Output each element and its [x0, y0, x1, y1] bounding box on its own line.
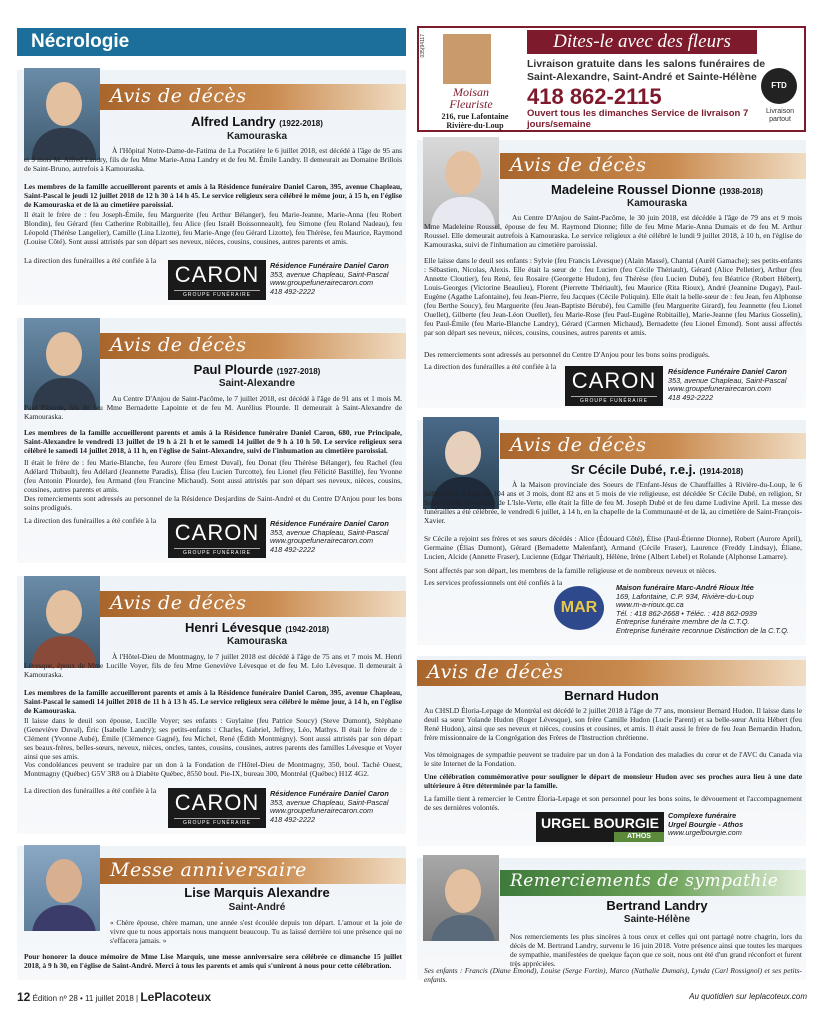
- deceased-place: Kamouraska: [226, 131, 288, 142]
- notice-text: Nos remerciements les plus sincères à tous ceux et celles qui ont partagé notre chagrin, lors du décès de M. Bertrand Landry, survenu le 16 juin 2018. Votre présence ainsi que toutes les marques de sympathie, manifestées de quelque façon que ce soit, nous ont été d'un grand réconfort et furent très appréciées.: [510, 932, 802, 968]
- deceased-name: Henri Lévesque (1942-2018): [184, 620, 330, 635]
- fleuriste-address: 216, rue Lafontaine Rivière-du-Loup: [441, 112, 509, 130]
- notice-text: Elle laisse dans le deuil ses enfants : Sylvie (feu Francis Lévesque) (Alain Massé), Chantal (Aurèl Gamache); ses petits-enfants : Sébastien, Nicolas, Alexis. Elle était la sœur de : feu Lucien (feu Cécile Thériault), Gérard (Alice Pelletier), Arthur (feu Annette Cloutier), feu René, feu Rosaire (Georgette Hudon), feu Thérèse (feu Lucien Dubé), feu Béatrice (Robert Hébert), Louis-Georges (Victorine Beaulieu), Florent (Pierrette Thériault), feu Maurice (Rita Rioux), André (Jeannine Dugay), Paul-Eugène (Agathe Lafontaine), feu Jean-Pierre, feu Jacques (Cécile Poliquin). Elle était la belle-sœur de : feu Jean, feu Alphonse (feu Berthe Soucy), feu Marguerite (feu Jean-Baptiste Bérubé), feu Camille (feu Marguerite Girard), feu Jeannette (feu Lionel Ouellet), Gilberte (feu Jean-Léon Ouellet), feu Marie-Rose (feu Paul-Eugène Robitaille), Marie-Jeanne (feu Marius Gosselin), feu Paul-Émile (feu Marie-Blanche Landry), Gérard (Carmen Michaud), Bernadette (feu Lionel Émond). Sont aussi affectés par son départ ses neveux, nièces, cousins, cousines, autres parents et amis.: [424, 256, 802, 337]
- notice-text: Sont affectés par son départ, les membres de la famille religieuse et de nombreux neveux et nièces.: [424, 566, 717, 575]
- funeral-home-info: Résidence Funéraire Daniel Caron 353, avenue Chapleau, Saint-Pascal www.groupefunerairecaron.com 418 492-2222: [668, 367, 787, 402]
- ad-code: 035(94117: [420, 34, 426, 58]
- fleuriste-logo: [443, 34, 491, 84]
- marc-andre-rioux-logo: MAR: [554, 586, 604, 630]
- deceased-name: Alfred Landry (1922-2018): [191, 114, 323, 129]
- notice-banner: Avis de décès: [417, 660, 806, 686]
- notice-text: Les membres de la famille accueilleront parents et amis à la Résidence funéraire Daniel Caron, 395, avenue Chapleau, Saint-Pascal le samedi 14 juillet 2018 de 11 h à 13 h 45. Le service religieux sera célébré le même jour, à 14 h, en l'église de Kamouraska.: [24, 688, 402, 715]
- funeral-home-info: Résidence Funéraire Daniel Caron 353, avenue Chapleau, Saint-Pascal www.groupefunerairecaron.com 418 492-2222: [270, 261, 389, 296]
- notice-text: Les membres de la famille accueilleront parents et amis à la Résidence funéraire Daniel Caron, 680, rue Principale, Saint-Alexandre le vendredi 13 juillet de 19 h à 21 h et le samedi 14 juillet de 9 h à 10 h 50. Le service religieux sera célébré le samedi 14 juillet 2018, à 11 h, en l'église de Saint-Alexandre, suivi de l'inhumation au cimetière paroissial.: [24, 428, 402, 455]
- notice-text: Une célébration commémorative pour souligner le départ de monsieur Hudon avec ses proches aura lieu à une date ultérieure à être déterminée par la famille.: [424, 772, 802, 790]
- caron-logo: CARON GROUPE FUNÉRAIRE: [565, 366, 663, 406]
- deceased-name: Bernard Hudon: [564, 688, 659, 703]
- brand-name: LePlacoteux: [140, 990, 212, 1004]
- deceased-place: Kamouraska: [626, 198, 688, 209]
- caron-logo: CARON GROUPE FUNÉRAIRE: [168, 788, 266, 828]
- deceased-name: Sr Cécile Dubé, r.e.j. (1914-2018): [570, 462, 744, 477]
- notice-text: À l'Hôpital Notre-Dame-de-Fatima de La Pocatière le 6 juillet 2018, est décédé à l'âge de 95 ans et 9 mois M. Alfred Landry, fils de feu Mme Marie-Anna Landry et de feu M. Émile Landry. Il demeurait au Domaine Brillois de Saint-Bruno, autrefois à Kamouraska.: [24, 146, 402, 173]
- footer-website[interactable]: Au quotidien sur leplacoteux.com: [689, 992, 807, 1001]
- ad-hours: Ouvert tous les dimanches Service de livraison 7 jours/semaine: [527, 108, 749, 130]
- notice-banner: Avis de décès: [500, 433, 806, 459]
- ad-delivery-text: Livraison gratuite dans les salons funéraires de Saint-Alexandre, Saint-André et Sainte-Hélène: [527, 58, 766, 83]
- funeral-home-info: Complexe funéraire Urgel Bourgie - Athos www.urgelbourgie.com: [668, 811, 744, 837]
- section-title: Nécrologie: [31, 31, 130, 52]
- direction-text: La direction des funérailles a été confiée à la: [24, 516, 157, 525]
- ad-livraison: Livraison partout: [765, 108, 794, 123]
- notice-text: À l'Hôtel-Dieu de Montmagny, le 7 juillet 2018 est décédé à l'âge de 75 ans et 7 mois M. Henri Lévesque, époux de Mme Lucille Voyer, fils de feu Mme Geneviève Lévesque et de feu M. Léo Lévesque. Il demeurait à Kamouraska.: [24, 652, 402, 679]
- funeral-home-info: Résidence Funéraire Daniel Caron 353, avenue Chapleau, Saint-Pascal www.groupefunerairecaron.com 418 492-2222: [270, 789, 389, 824]
- notice-banner: Avis de décès: [100, 333, 406, 359]
- notice-text: Au CHSLD Éloria-Lepage de Montréal est décédé le 2 juillet 2018 à l'âge de 77 ans, monsieur Bernard Hudon. Il laisse dans le deuil sa sœur Yolande Hudon (Roger Lévesque), son frère Camille Hudon (Lucie Parent) et sa belle-sœur Anita Hébert (feu René Hudon), ainsi que ses neveux et nièces, cousins et cousines, et amis. Il était aussi le frère de feu Jean Bernardin Hudon, frère missionnaire de la Congrégation des Frères de l'Instruction chrétienne.: [424, 706, 802, 742]
- notice-text: Il était le frère de : feu Joseph-Émile, feu Marguerite (feu Arthur Bélanger), feu Marie-Jeanne, Marie-Anna (feu Robert Blondin), feu Gérard (feu Catherine Robitaille), feu Alice (feu Israël Boissonneault), feu Simone (feu Roland Nadeau), feu Léopold (Thérèse Langelier), Camille (Lina Lizotte), feu Marie-Ange (feu Gérard Lizotte), feu Thérèse, feu Maurice, Raymond (Louise Côté). Sont aussi attristés par son départ ses neveux, nièces, cousins, cousines, autres parents et amis.: [24, 210, 402, 246]
- page-footer: [17, 990, 807, 1004]
- deceased-place: Kamouraska: [226, 636, 288, 647]
- notice-text: Des remerciements sont adressés au personnel de la Résidence Desjardins de Saint-André et du Centre D'Anjou pour les bons soins prodigués.: [24, 494, 402, 512]
- notice-text: Au Centre D'Anjou de Saint-Pacôme, le 30 juin 2018, est décédée à l'âge de 79 ans et 9 mois Mme Madeleine Roussel, épouse de feu M. Raymond Dionne; fille de feu Mme Marie-Anna Dumais et de feu M. Arthur Roussel. Elle demeurait autrefois à Kamouraska. Le service religieux a été célébré le lundi 9 juillet 2018, à 10 h, en l'église de Kamouraska, suivi de l'inhumation au cimetière paroissial.: [424, 213, 802, 249]
- notice-text: À la Maison provinciale des Soeurs de l'Enfant-Jésus de Chauffailles à Rivière-du-Loup, le 6 juillet 2018, à l'âge de 104 ans et 3 mois, dont 82 ans et 5 mois de vie religieuse, est décédée Sr Cécile Dubé, en religion, Sr Saint-Benoît. Originaire de L'Isle-Verte, elle était la fille de feu M. Joseph Dubé et de feu dame Ludivine April. La messe des funérailles a été célébrée, le vendredi 6 juillet, à 14 h, en la chapelle de la Communauté et de là, au cimetière de Saint-François-Xavier.: [424, 480, 802, 525]
- deceased-name: Paul Plourde (1927-2018): [193, 362, 321, 377]
- ad-phone[interactable]: 418 862-2115: [527, 84, 662, 109]
- notice-banner: Avis de décès: [500, 153, 806, 179]
- funeral-home-info: Maison funéraire Marc-André Rioux ltée 169, Lafontaine, C.P. 934, Rivière-du-Loup www.m-a-rioux.qc.ca Tél. : 418 862-2668 • Téléc. : 418 862-0939 Entreprise funéraire membre de la C.T.Q. Entreprise funéraire reconnue Distinction de la C.T.Q.: [616, 583, 789, 635]
- deceased-place: Sainte-Hélène: [623, 914, 691, 925]
- notice-text: Il laisse dans le deuil son épouse, Lucille Voyer; ses enfants : Guylaine (feu Patrice Soucy) (Steve Dumont), Stéphane (Geneviève Duval), Éric (Isabelle Landry); ses petits-enfants : Charles, Gabriel, Jeffrey, Léo, Mathys. Il était le frère de : Clément (Yvonne Aubé), Émile (Clémence Gagné), feu Michel, René (Édith Montmigny). Sont aussi attristés par son départ ses beaux-frères, belles-sœurs, neveux, nièces, oncles, tantes, cousins, cousines, autres parents des familles Lévesque et Voyer ainsi que ses amis.: [24, 716, 402, 761]
- direction-text: La direction des funérailles a été confiée à la: [424, 362, 557, 371]
- ftd-logo: FTD: [761, 68, 797, 104]
- funeral-home-info: Résidence Funéraire Daniel Caron 353, avenue Chapleau, Saint-Pascal www.groupefunerairecaron.com 418 492-2222: [270, 519, 389, 554]
- notice-text: « Chère épouse, chère maman, une année s'est écoulée depuis ton départ. L'amour et la joie de vivre que tu nous apportais nous manquent beaucoup. Tu as laissé derrière toi une présence qui ne s'effacera jamais. »: [110, 918, 402, 945]
- notice-text: Pour honorer la douce mémoire de Mme Lise Marquis, une messe anniversaire sera célébrée ce dimanche 15 juillet 2018, à 9 h 30, en l'église de Saint-André. Merci à tous les parents et amis qui s'uniront à nous pour cette célébration.: [24, 952, 402, 970]
- direction-text: La direction des funérailles a été confiée à la: [24, 786, 157, 795]
- urgel-bourgie-logo: URGEL BOURGIE ATHOS: [536, 812, 664, 842]
- notice-text: Des remerciements sont adressés au personnel du Centre D'Anjou pour les bons soins prodigués.: [424, 350, 710, 359]
- notice-text: Les services professionnels ont été confiés à la: [424, 578, 563, 587]
- deceased-name: Lise Marquis Alexandre: [184, 885, 330, 900]
- ad-moisan-fleuriste[interactable]: [417, 26, 806, 132]
- portrait-photo: [24, 845, 100, 931]
- deceased-place: Saint-André: [228, 902, 286, 913]
- notice-banner: Messe anniversaire: [100, 858, 406, 884]
- notice-text: Au Centre D'Anjou de Saint-Pacôme, le 7 juillet 2018, est décédé à l'âge de 91 ans et 1 mois M. Paul Plourde, fils de feu Mme Bernadette Lapointe et de feu M. Aurélius Plourde. Il demeurait à Saint-Alexandre de Kamouraska.: [24, 394, 402, 421]
- notice-text: Il était le frère de : feu Marie-Blanche, feu Aurore (feu Ernest Duval), feu Donat (feu Thérèse Bélanger), feu Rachel (feu Adélard Thibault), feu Adélard (Jeannette Paradis), Élisa (feu Lucien Turcotte), feu Lionel (feu Félicité Bastille), feu Yvonne (feu Antonin Plourde), feu Armand (feu Francine Michaud). Sont aussi attristés par son départ ses neveux, nièces, cousins, cousines, autres parents et amis.: [24, 458, 402, 494]
- deceased-name: Bertrand Landry: [606, 898, 708, 913]
- fleuriste-name: Moisan Fleuriste: [449, 85, 493, 111]
- notice-banner: Remerciements de sympathie: [500, 870, 806, 896]
- notice-text: Sr Cécile a rejoint ses frères et ses sœurs décédés : Alice (Édouard Côté), Élise (Paul-Étienne Dionne), Robert (Aurore April), Germaine (Élias Dumont), Gérard (Bernadette Malenfant), Armand (Cécile Fraser), Laurence (Freddy Lindsay), Éliane, Lucien, Alcide (Annette Fraser), Lucienne (Edgar Thériault), Hélène, Irène (Albert Lebel) et Rolande (Alphonse Lamarre).: [424, 534, 802, 561]
- notice-text: Vos témoignages de sympathie peuvent se traduire par un don à la Fondation des maladies du cœur et de l'AVC du Canada via le site Internet de la Fondation.: [424, 750, 802, 768]
- ad-slogan: Dites-le avec des fleurs: [527, 30, 757, 54]
- section-header: [17, 28, 406, 56]
- caron-logo: CARON GROUPE FUNÉRAIRE: [168, 518, 266, 558]
- deceased-place: Saint-Alexandre: [218, 378, 296, 389]
- notice-banner: Avis de décès: [100, 591, 406, 617]
- notice-text: Ses enfants : Francis (Diane Émond), Louise (Serge Fortin), Marco (Nathalie Dumais), Lynda (Carl Rossignol) et ses petits-enfants.: [424, 966, 802, 984]
- notice-text: La famille tient à remercier le Centre Éloria-Lepage et son personnel pour les bons soins, le dévouement et l'accompagnement de ses dernières volontés.: [424, 794, 802, 812]
- portrait-photo: [423, 855, 499, 941]
- footer-left: [17, 990, 211, 1004]
- notice-text: Les membres de la famille accueilleront parents et amis à la Résidence funéraire Daniel Caron, 395, avenue Chapleau, Saint-Pascal le jeudi 12 juillet 2018 de 12 h 30 à 14 h 45. Le service religieux sera célébré le même jour, à 15 h, en l'église de Kamouraska et de là au cimetière paroissial.: [24, 182, 402, 209]
- page-number: 12: [17, 990, 31, 1004]
- deceased-name: Madeleine Roussel Dionne (1938-2018): [551, 182, 763, 197]
- notice-banner: Avis de décès: [100, 84, 406, 110]
- notice-text: Vos condoléances peuvent se traduire par un don à la Fondation de l'Hôtel-Dieu de Montmagny, 350, boul. Taché Ouest, Montmagny (Québec) G5V 3R8 ou à Diabète Québec, 8550 boul. Pie-IX, bureau 300, Montréal (Québec) H1Z 4G2.: [24, 760, 402, 778]
- caron-logo: CARON GROUPE FUNÉRAIRE: [168, 260, 266, 300]
- direction-text: La direction des funérailles a été confiée à la: [24, 256, 157, 265]
- edition-info: Édition nº 28 • 11 juillet 2018 |: [32, 994, 139, 1003]
